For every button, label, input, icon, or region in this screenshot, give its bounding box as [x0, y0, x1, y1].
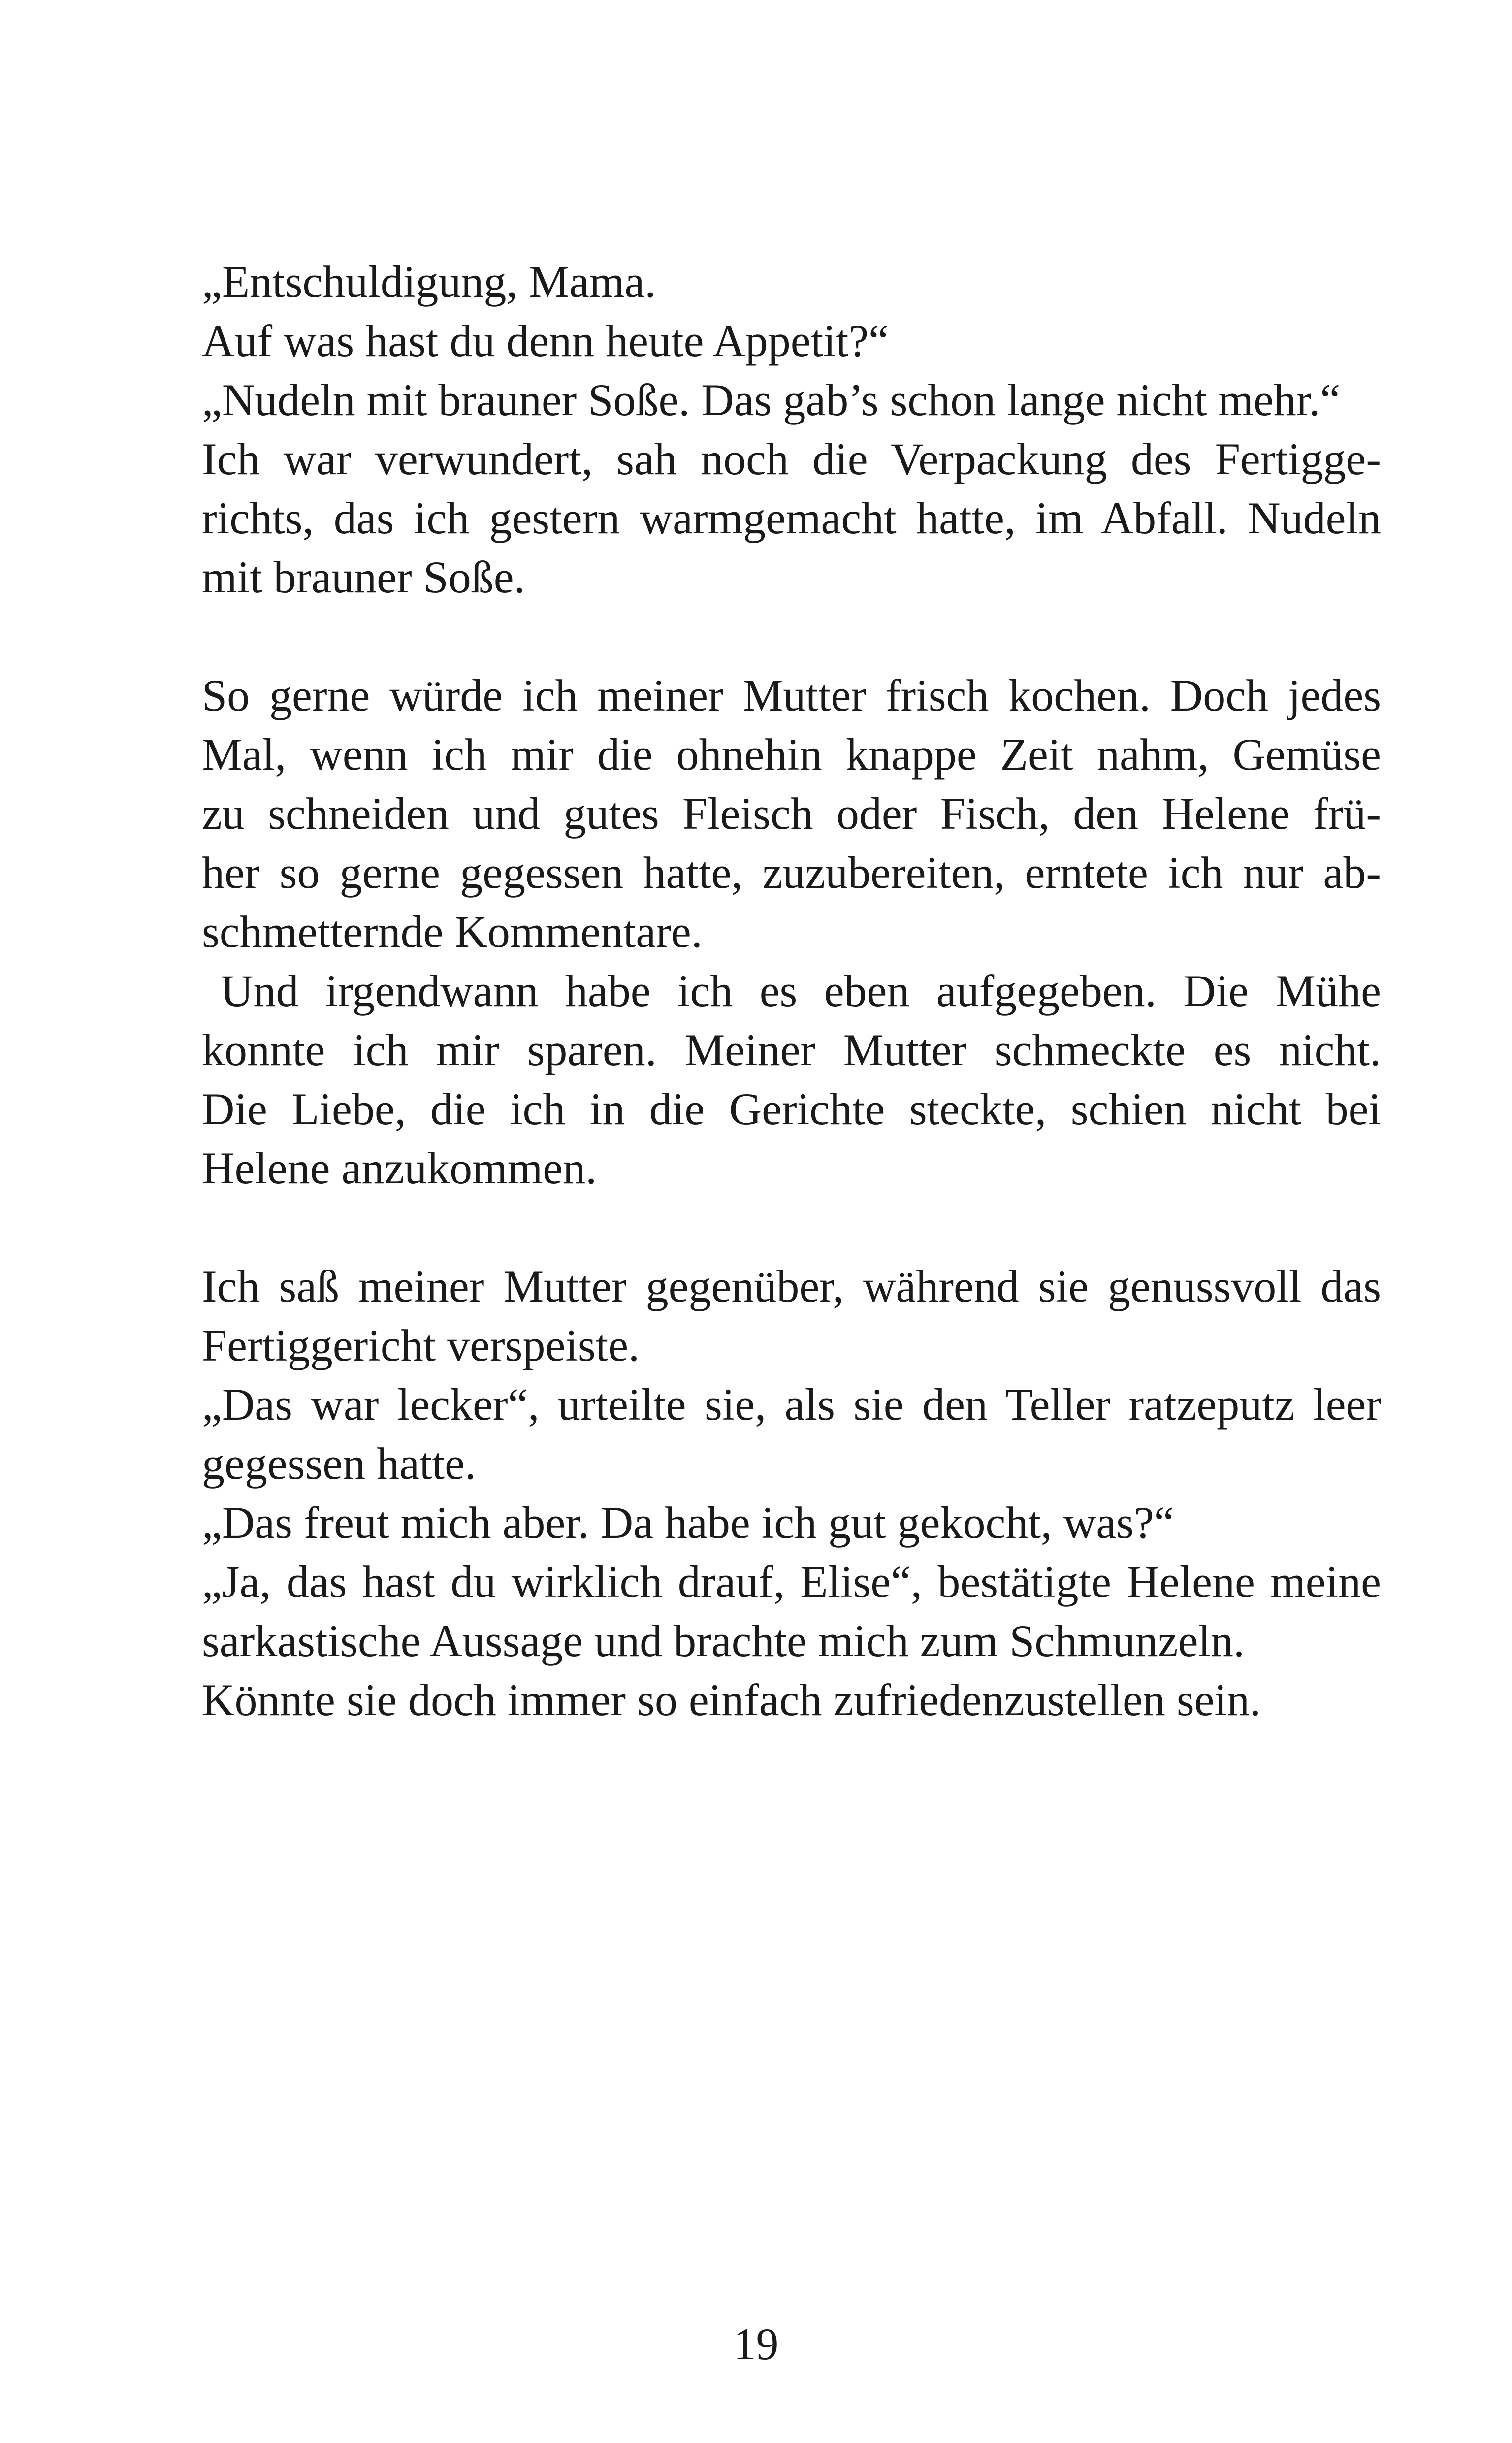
- text-line: Könnte sie doch immer so einfach zufriedenzustellen sein.: [202, 1675, 1261, 1725]
- text-line: Auf was hast du denn heute Appetit?“: [202, 316, 889, 366]
- text-line: Fertiggericht verspeiste.: [202, 1320, 640, 1370]
- text-line: Die Liebe, die ich in die Gerichte steckte, schien nicht bei: [202, 1084, 1381, 1134]
- text-line: richts, das ich gestern warmgemacht hatte, im Abfall. Nudeln: [202, 493, 1381, 543]
- text-line: mit brauner Soße.: [202, 552, 525, 602]
- text-line: gegessen hatte.: [202, 1438, 476, 1489]
- text-line: „Das war lecker“, urteilte sie, als sie den Teller ratzeputz leer: [202, 1379, 1381, 1430]
- body-text: [202, 252, 1381, 1729]
- text-line: her so gerne gegessen hatte, zuzubereiten, erntete ich nur ab-: [202, 847, 1381, 898]
- paragraph: [202, 1257, 1381, 1729]
- text-line: Mal, wenn ich mir die ohnehin knappe Zeit nahm, Gemüse: [202, 729, 1381, 780]
- page-number: 19: [733, 2319, 779, 2369]
- text-line: sarkastische Aussage und brachte mich zum Schmunzeln.: [202, 1616, 1245, 1666]
- text-line: So gerne würde ich meiner Mutter frisch kochen. Doch jedes: [202, 670, 1381, 720]
- paragraph: [202, 252, 1381, 607]
- text-line: „Das freut mich aber. Da habe ich gut gekocht, was?“: [202, 1498, 1174, 1548]
- paragraph: [202, 666, 1381, 1198]
- paragraph-gap: [202, 607, 1381, 666]
- text-line: schmetternde Kommentare.: [202, 907, 703, 957]
- text-line: „Entschuldigung, Mama.: [202, 257, 656, 307]
- text-line: Helene anzukommen.: [202, 1143, 597, 1193]
- text-line: Ich saß meiner Mutter gegenüber, während sie genussvoll das: [202, 1261, 1381, 1311]
- text-line: konnte ich mir sparen. Meiner Mutter schmeckte es nicht.: [202, 1025, 1381, 1075]
- text-line: zu schneiden und gutes Fleisch oder Fisch, den Helene frü-: [202, 788, 1381, 839]
- paragraph-gap: [202, 1198, 1381, 1257]
- text-line: „Ja, das hast du wirklich drauf, Elise“, bestätigte Helene meine: [202, 1557, 1381, 1607]
- text-line: Ich war verwundert, sah noch die Verpackung des Fertigge-: [202, 434, 1381, 484]
- text-line: Und irgendwann habe ich es eben aufgegeben. Die Mühe: [221, 966, 1381, 1016]
- text-line: „Nudeln mit brauner Soße. Das gab’s schon lange nicht mehr.“: [202, 375, 1341, 425]
